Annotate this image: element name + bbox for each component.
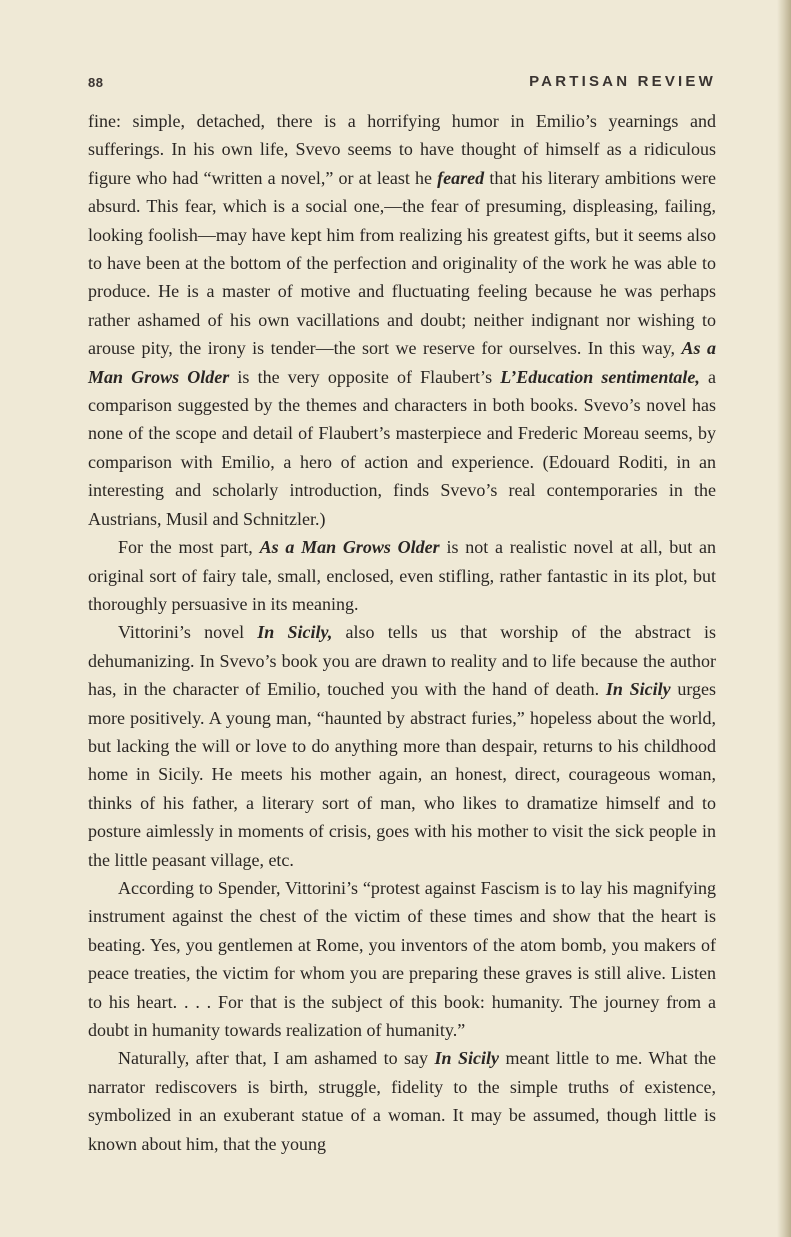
page-number: 88 xyxy=(88,75,104,90)
paragraph-text: According to Spender, Vittorini’s “protest against Fascism is to lay his magnifying instrument against the chest of the victim of these times and show that the heart is beating. Yes, you gentlemen at Rome, you inventors of the atom bomb, you makers of peace treaties, the victim for whom you are preparing these graves is still alive. Listen to his heart. . . . For that is the subject of this book: humanity. The journey from a doubt in humanity towards realization of humanity.” xyxy=(88,877,716,1040)
paragraph xyxy=(88,1044,716,1158)
paragraph-text: is the very opposite of Flaubert’s xyxy=(229,366,501,387)
italic-title-text: feared xyxy=(437,167,485,188)
paragraph-text: a comparison suggested by the themes and characters in both books. Svevo’s novel has none of the scope and detail of Flaubert’s masterpiece and Frederic Moreau seems, by comparison with Emilio, a hero of action and experience. (Edouard Roditi, in an interesting and scholarly introduction, finds Svevo’s real contemporaries in the Austrians, Musil and Schnitzler.) xyxy=(88,366,716,529)
paragraph-text: that his literary ambitions were absurd. This fear, which is a social one,—the fear of presuming, displeasing, failing, looking foolish—may have kept him from realizing his greatest gifts, but it seems also to have been at the bottom of the perfection and originality of the work he was able to produce. He is a master of motive and fluctuating feeling because he was perhaps rather ashamed of his own vacillations and doubt; neither indignant nor wishing to arouse pity, the irony is tender—the sort we reserve for ourselves. In this way, xyxy=(88,167,716,359)
paragraph xyxy=(88,533,716,618)
paragraph-text: meant little to me. What the narrator rediscovers is birth, struggle, fidelity to the simple truths of existence, symbolized in an exuberant statue of a woman. It may be assumed, though little is known about him, that the young xyxy=(88,1048,716,1154)
italic-title-text: In Sicily xyxy=(605,679,671,700)
page-edge-shadow xyxy=(777,0,791,1237)
paragraph xyxy=(88,874,716,1044)
journal-title: PARTISAN REVIEW xyxy=(529,73,716,90)
article-body xyxy=(88,107,716,1158)
paragraph xyxy=(88,107,716,533)
italic-title-text: In Sicily, xyxy=(257,622,333,643)
italic-title-text: L’Education sentimentale, xyxy=(500,366,700,387)
paragraph-text: fine: simple, detached, there is a horrifying humor in Emilio’s yearnings and sufferings. In his own life, Svevo seems to have thought of himself as a ridiculous figure who had “written a novel,” or at least he xyxy=(88,111,716,188)
italic-title-text: In Sicily xyxy=(434,1048,500,1069)
paragraph-text: Naturally, after that, I am ashamed to say xyxy=(118,1048,435,1069)
paragraph-text: urges more positively. A young man, “haunted by abstract furies,” hopeless about the world, but lacking the will or love to do anything more than despair, returns to his childhood home in Sicily. He meets his mother again, an honest, direct, courageous woman, thinks of his father, a literary sort of man, who likes to dramatize himself and to posture aimlessly in moments of crisis, goes with his mother to visit the sick people in the little peasant village, etc. xyxy=(88,679,716,870)
paragraph-text: is not a realistic novel at all, but an original sort of fairy tale, small, enclosed, even stifling, rather fantastic in its plot, but thoroughly persuasive in its meaning. xyxy=(88,537,716,614)
paragraph-text: For the most part, xyxy=(118,537,260,558)
italic-title-text: As a Man Grows Older xyxy=(259,537,440,558)
paragraph xyxy=(88,618,716,874)
running-header xyxy=(88,73,716,95)
paragraph-text: also tells us that worship of the abstract is dehumanizing. In Svevo’s book you are drawn to reality and to life because the author has, in the character of Emilio, touched you with the hand of death. xyxy=(88,622,716,700)
italic-title-text: As a Man Grows Older xyxy=(88,338,716,387)
paragraph-text: Vittorini’s novel xyxy=(118,622,258,643)
